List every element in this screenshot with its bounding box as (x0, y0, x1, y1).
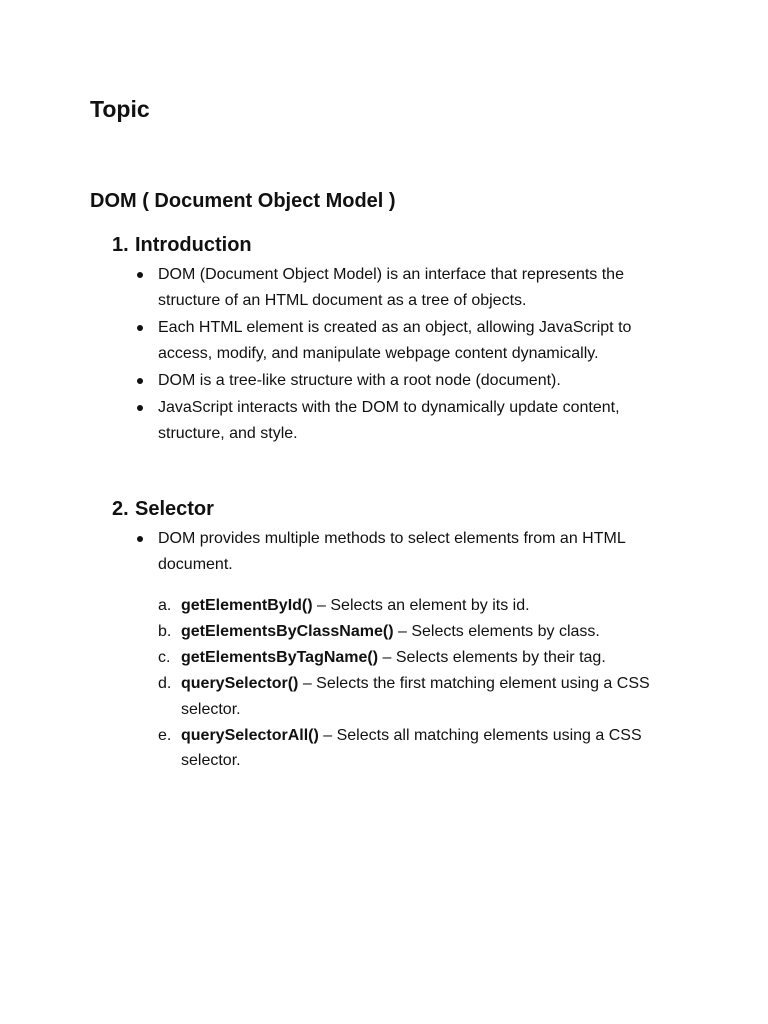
list-marker: a. (158, 597, 172, 614)
document-heading: DOM ( Document Object Model ) (90, 190, 396, 212)
method-item (158, 723, 681, 774)
section-number: 2. (112, 498, 129, 520)
selector-methods-list (158, 593, 681, 774)
method-description: – Selects all matching elements using a CSS selector. (181, 726, 642, 769)
section-title: Introduction (135, 234, 252, 256)
list-marker: e. (158, 726, 172, 744)
method-description: – Selects the first matching element using a CSS selector. (181, 675, 650, 718)
method-description: – Selects an element by its id. (312, 597, 530, 614)
method-name: querySelector() (181, 675, 299, 692)
method-item (158, 645, 681, 671)
bullet-item: DOM provides multiple methods to select elements from an HTML document. (158, 526, 678, 578)
section-heading-selector (112, 495, 214, 523)
bullet-item: JavaScript interacts with the DOM to dynamically update content, structure, and style. (158, 395, 678, 447)
method-description: – Selects elements by class. (393, 623, 600, 640)
method-name: getElementsByTagName() (181, 649, 379, 666)
introduction-bullet-list (158, 262, 678, 448)
topic-title: Topic (90, 96, 150, 122)
bullet-item: DOM is a tree-like structure with a root node (document). (158, 368, 678, 394)
method-item (158, 619, 681, 645)
list-marker: b. (158, 623, 172, 640)
section-title: Selector (135, 498, 214, 520)
section-number: 1. (112, 234, 129, 256)
method-description: – Selects elements by their tag. (378, 649, 606, 666)
method-item (158, 671, 681, 722)
bullet-item: DOM (Document Object Model) is an interface that represents the structure of an HTML document as a tree of objects. (158, 262, 678, 314)
list-marker: c. (158, 649, 171, 666)
method-name: getElementsByClassName() (181, 623, 394, 640)
selector-bullet-list (158, 526, 678, 579)
list-marker: d. (158, 675, 172, 692)
method-name: getElementById() (181, 597, 313, 614)
bullet-item: Each HTML element is created as an object, allowing JavaScript to access, modify, and manipulate webpage content dynamically. (158, 315, 678, 367)
method-name: querySelectorAll() (181, 726, 319, 744)
section-heading-introduction (112, 231, 252, 259)
method-item (158, 593, 681, 619)
